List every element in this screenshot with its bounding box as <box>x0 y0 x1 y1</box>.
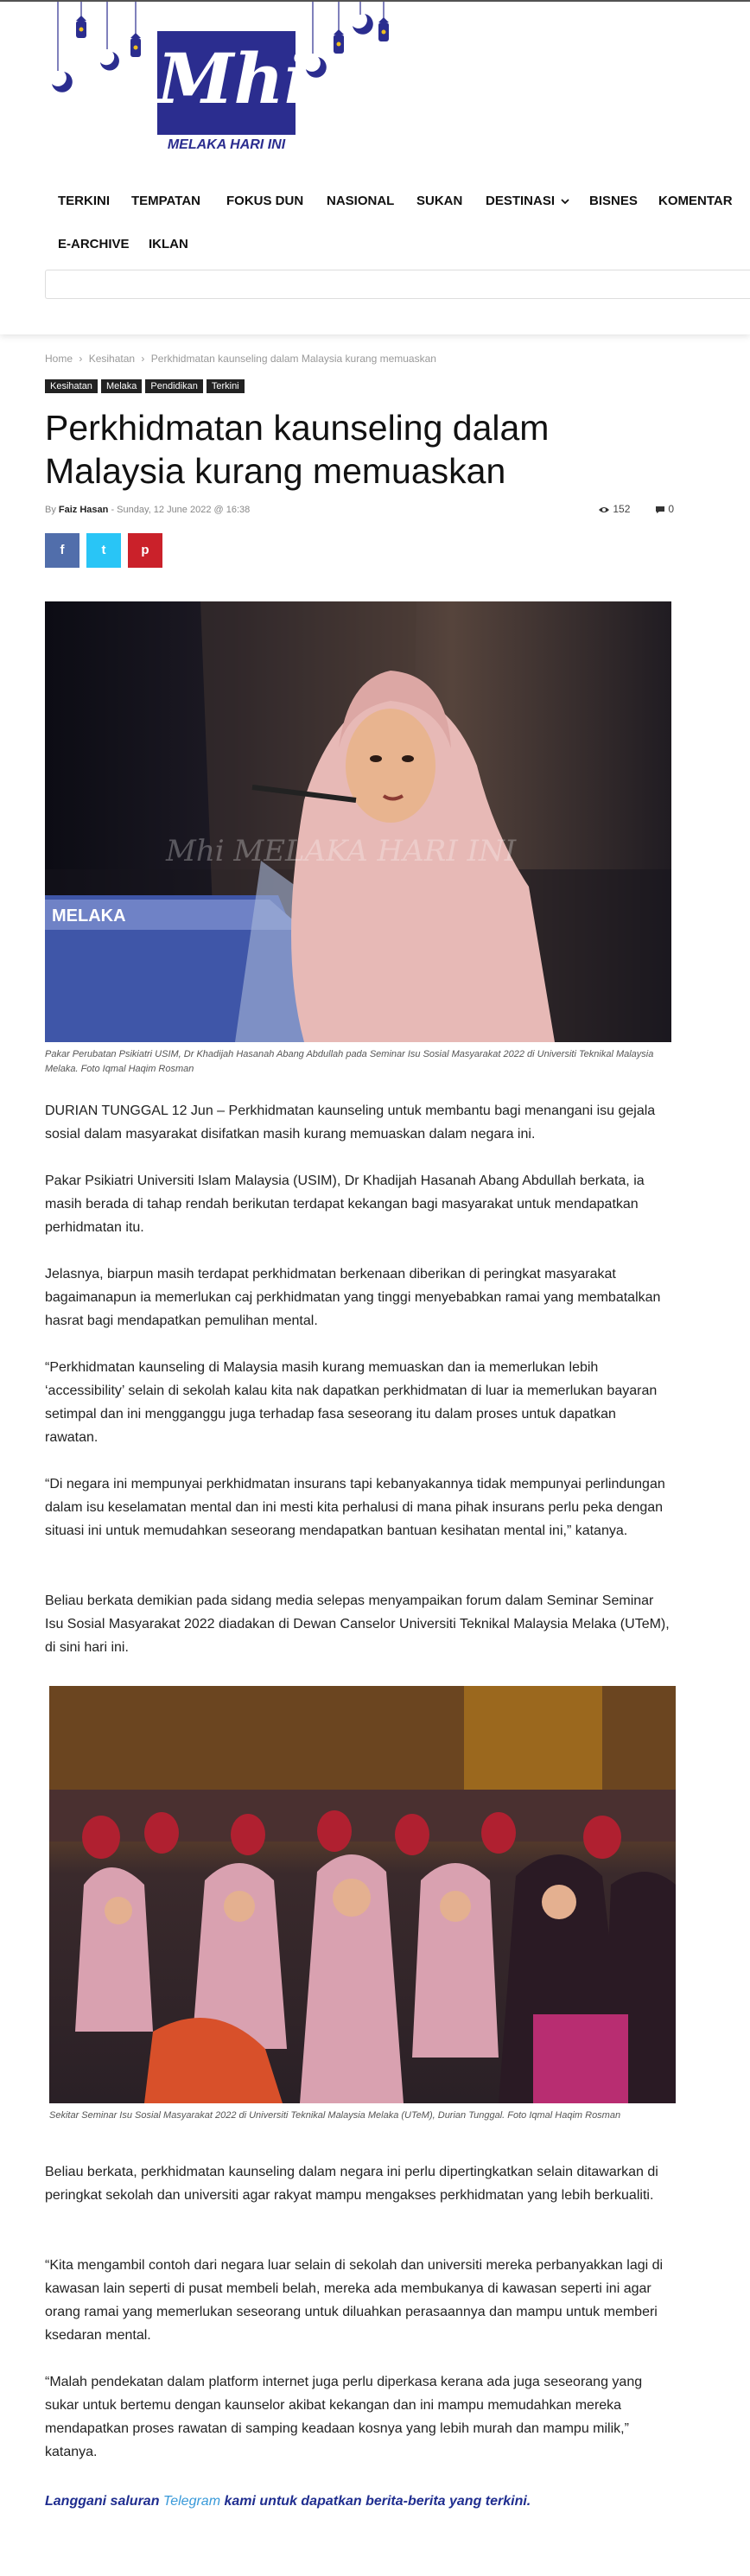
article-stats <box>598 503 674 515</box>
breadcrumb-category[interactable]: Kesihatan <box>88 353 136 365</box>
nav-terkini[interactable]: TERKINI <box>58 194 110 208</box>
nav-sukan[interactable]: SUKAN <box>416 194 463 208</box>
nav-tempatan[interactable]: TEMPATAN <box>131 194 200 208</box>
pinterest-icon: p <box>141 543 149 557</box>
article-photo-audience <box>49 1686 676 2103</box>
site-header <box>0 2 750 334</box>
search-input[interactable] <box>46 270 750 298</box>
comment-count[interactable]: 0 <box>668 503 675 515</box>
nav-e-archive[interactable]: E-ARCHIVE <box>58 237 130 251</box>
photo-caption-1: Pakar Perubatan Psikiatri USIM, Dr Khadijah Hasanah Abang Abdullah pada Seminar Isu Sosial Masyarakat 2022 di Universiti Teknikal Malaysia Melaka. Foto Iqmal Haqim Rosman <box>45 1049 654 1074</box>
tag-melaka[interactable]: Melaka <box>101 379 142 393</box>
paragraph: Beliau berkata, perkhidmatan kaunseling dalam negara ini perlu dipertingkatkan selain ditawarkan di peringkat sekolah dan universiti agar rakyat mampu mengakses perkhidmatan yang lebih berkualiti. <box>45 2165 658 2203</box>
paragraph: “Perkhidmatan kaunseling di Malaysia masih kurang memuaskan dan ia memerlukan lebih ‘accessibility’ selain di sekolah kalau kita nak dapatkan perkhidmatan di luar ia memerlukan bayaran setimpal dan ini mengganggu juga terhadap fasa seseorang itu dalam proses untuk dapatkan rawatan. <box>45 1360 658 1445</box>
nav-destinasi-label: DESTINASI <box>486 194 556 208</box>
nav-komentar[interactable]: KOMENTAR <box>658 194 733 208</box>
telegram-link[interactable]: Telegram <box>162 2494 221 2509</box>
telegram-promo-post: kami untuk dapatkan berita-berita yang terkini. <box>224 2494 531 2509</box>
page-title: Perkhidmatan kaunseling dalam Malaysia kurang memuaskan <box>45 408 550 491</box>
breadcrumb-separator-icon: › <box>141 353 145 365</box>
breadcrumb <box>45 353 440 365</box>
photo-caption-2: Sekitar Seminar Isu Sosial Masyarakat 2022 di Universiti Teknikal Malaysia Melaka (UTeM), Durian Tunggal. Foto Iqmal Haqim Rosman <box>49 2110 621 2121</box>
comment-icon[interactable] <box>655 506 665 514</box>
facebook-icon: f <box>60 543 65 557</box>
article-photo-speaker <box>45 601 671 1042</box>
speaker-illustration <box>45 601 671 1042</box>
tag-kesihatan[interactable]: Kesihatan <box>45 379 98 393</box>
nav-fokus-dun[interactable]: FOKUS DUN <box>226 194 304 208</box>
twitter-share-button[interactable] <box>86 533 121 568</box>
view-count: 152 <box>613 503 631 515</box>
nav-destinasi[interactable] <box>486 194 569 208</box>
paragraph: Pakar Psikiatri Universiti Islam Malaysia (USIM), Dr Khadijah Hasanah Abang Abdullah berkata, ia masih berada di tahap rendah berikutan terdapat kekangan bagi masyarakat untuk mendapatkan perhidmatan itu. <box>45 1174 645 1235</box>
svg-text:Mhi MELAKA HARI INI: Mhi MELAKA HARI INI <box>166 834 517 868</box>
tag-pendidikan[interactable]: Pendidikan <box>145 379 202 393</box>
eye-icon <box>598 506 610 514</box>
article-meta <box>45 505 250 515</box>
logo-subtitle: MELAKA HARI INI <box>167 137 286 152</box>
author-link[interactable]: Faiz Hasan <box>58 505 109 515</box>
breadcrumb-separator-icon: › <box>79 353 83 365</box>
tag-terkini[interactable]: Terkini <box>207 379 245 393</box>
nav-iklan[interactable]: IKLAN <box>149 237 188 251</box>
chevron-down-icon <box>561 198 569 205</box>
telegram-promo <box>45 2494 531 2509</box>
facebook-share-button[interactable] <box>45 533 79 568</box>
publish-date: Sunday, 12 June 2022 @ 16:38 <box>117 505 251 515</box>
telegram-promo-pre: Langgani saluran <box>45 2494 160 2509</box>
site-logo[interactable] <box>157 31 311 135</box>
twitter-icon: t <box>101 543 106 557</box>
paragraph: “Malah pendekatan dalam platform internet juga perlu diperkasa kerana ada juga seseorang yang sukar untuk bertemu dengan kaunselor akibat kekangan dan ini mampu memudahkan mereka mendapatkan proses rawatan di samping keadaan kosnya yang lebih murah dan mampu milik,” katanya. <box>45 2375 643 2459</box>
meta-separator: - <box>111 505 118 515</box>
breadcrumb-home[interactable]: Home <box>45 353 73 365</box>
nav-bisnes[interactable]: BISNES <box>589 194 638 208</box>
paragraph: Beliau berkata demikian pada sidang media selepas menyampaikan forum dalam Seminar Seminar Isu Sosial Masyarakat 2022 diadakan di Dewan Canselor Universiti Teknikal Malaysia Melaka (UTeM), di sini hari ini. <box>45 1593 670 1655</box>
logo-text: Mhi <box>157 38 311 119</box>
pinterest-share-button[interactable] <box>128 533 162 568</box>
article-body-1 <box>45 1099 671 1659</box>
paragraph: DURIAN TUNGGAL 12 Jun – Perkhidmatan kaunseling untuk membantu bagi menangani isu gejala sosial dalam masyarakat disifatkan masih kurang memuaskan dalam negara ini. <box>45 1104 656 1142</box>
by-label: By <box>45 505 56 515</box>
search-bar <box>45 270 750 299</box>
audience-illustration <box>49 1686 676 2103</box>
paragraph: “Di negara ini mempunyai perkhidmatan insurans tapi kebanyakannya tidak mempunyai perlindungan dalam isu keselamatan mental dan ini mesti kita perhalusi di mana pihak insurans perlu peka dengan situasi ini untuk memudahkan seseorang mendapatkan bantuan kesihatan mental ini,” katanya. <box>45 1477 665 1538</box>
paragraph: Jelasnya, biarpun masih terdapat perkhidmatan berkenaan diberikan di peringkat masyarakat bagaimanapun ia memerlukan caj perkhidmatan yang tinggi menyebabkan ramai yang membatalkan hasrat bagi mendapatkan pemulihan mental. <box>45 1267 661 1328</box>
article-body-2 <box>45 2160 671 2464</box>
breadcrumb-current: Perkhidmatan kaunseling dalam Malaysia kurang memuaskan <box>150 353 436 365</box>
paragraph: “Kita mengambil contoh dari negara luar selain di sekolah dan universiti mereka perbanyakkan lagi di kawasan lain seperti di pusat membeli belah, mereka ada membukanya di kawasan seperti ini agar orang ramai yang memerlukan seseorang untuk diluahkan perasaannya dan mampu untuk memberi ksedaran mental. <box>45 2258 664 2343</box>
svg-text:MELAKA: MELAKA <box>52 906 126 925</box>
category-tags <box>45 378 248 393</box>
nav-nasional[interactable]: NASIONAL <box>327 194 395 208</box>
